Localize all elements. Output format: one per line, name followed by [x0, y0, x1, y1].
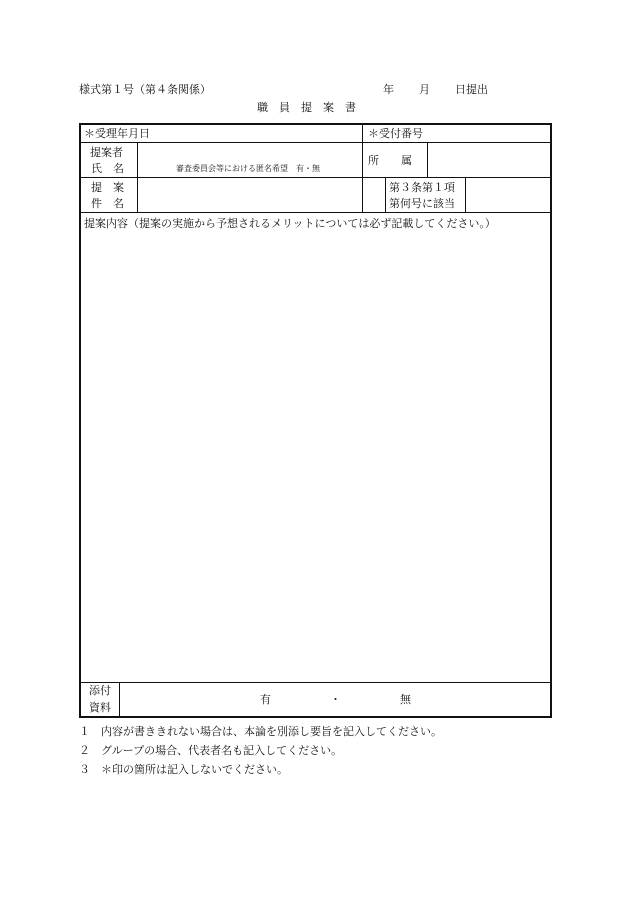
clause-number-field[interactable]	[468, 179, 550, 210]
col-divider-department	[427, 142, 428, 177]
note-item: １ 内容が書ききれない場合は、本論を別添し要旨を記入してください。	[79, 725, 442, 738]
anonymous-request-text: 審査委員会等における匿名希望 有・無	[176, 164, 320, 173]
attachment-no-option[interactable]: 無	[400, 693, 411, 706]
date-year-label: 年	[383, 83, 394, 96]
row-divider-2	[79, 177, 552, 178]
receipt-number-label: ＊受付番号	[368, 127, 423, 140]
form-number: 様式第１号（第４条関係）	[79, 83, 211, 96]
note-item: ２ グループの場合、代表者名も記入してください。	[79, 744, 343, 757]
row-divider-1	[79, 142, 552, 143]
page-title: 職 員 提 案 書	[257, 101, 356, 114]
col-divider-clause-left	[385, 177, 386, 212]
receipt-number-field[interactable]	[443, 128, 543, 140]
received-date-label: ＊受理年月日	[84, 127, 150, 140]
date-month-label: 月	[419, 83, 430, 96]
proposal-content-field[interactable]	[84, 236, 548, 678]
attachment-separator: ・	[330, 693, 341, 706]
row-divider-4	[79, 682, 552, 683]
attachment-label-line2: 資料	[89, 701, 111, 714]
attachment-label-line1: 添付	[89, 684, 111, 697]
attachment-yes-option[interactable]: 有	[260, 693, 271, 706]
subject-label-line2: 件 名	[91, 197, 124, 210]
proposer-name-field[interactable]	[140, 144, 360, 164]
proposer-label-line2: 氏 名	[91, 162, 124, 175]
note-item: ３ ＊印の箇所は記入しないでください。	[79, 763, 288, 776]
row-divider-3	[79, 212, 552, 213]
subject-label-line1: 提 案	[91, 181, 124, 194]
proposal-subject-field[interactable]	[140, 179, 360, 210]
col-divider-clause-right	[465, 177, 466, 212]
proposer-label-line1: 提案者	[90, 146, 123, 159]
department-field[interactable]	[430, 144, 550, 175]
col-divider-right-main	[362, 123, 363, 212]
clause-label-line2: 第何号に該当	[389, 197, 455, 210]
clause-label-line1: 第３条第１項	[389, 181, 455, 194]
proposal-content-label: 提案内容（提案の実施から予想されるメリットについては必ず記載してください。）	[84, 217, 496, 230]
date-day-submitted-label: 日提出	[455, 83, 488, 96]
col-divider-label	[137, 142, 138, 212]
department-label: 所 属	[368, 154, 412, 167]
col-divider-attachment	[119, 682, 120, 718]
